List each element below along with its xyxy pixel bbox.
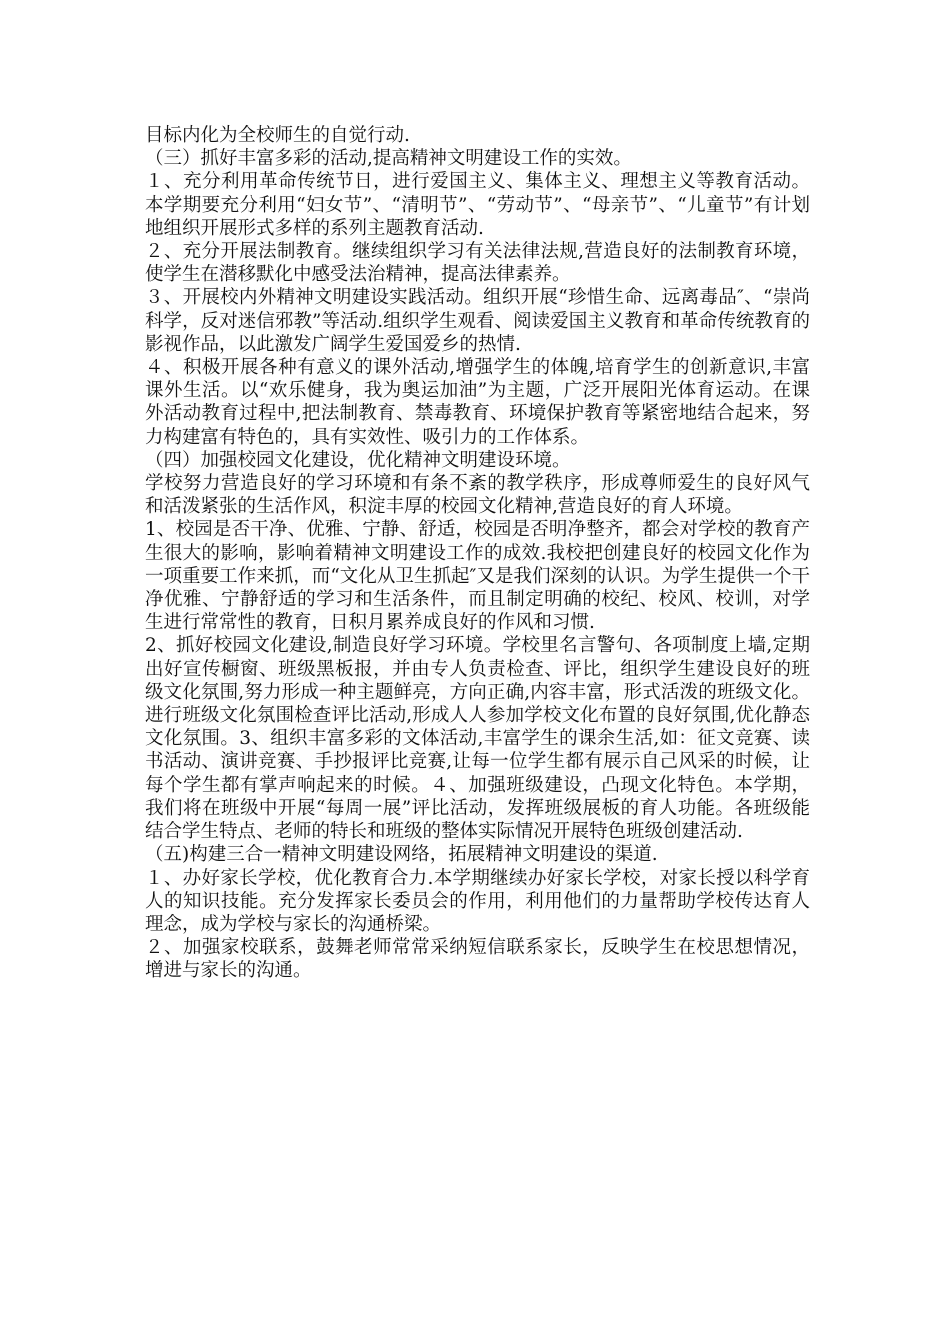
paragraph: １、充分利用革命传统节日，进行爱国主义、集体主义、理想主义等教育活动。本学期要充分利用“妇女节”、“清明节”、“劳动节”、“母亲节”、“儿童节”有计划地组织开展形式多样的系列主题教育活动. [145,171,810,239]
paragraph-continuation: 目标内化为全校师生的自觉行动. [145,125,410,146]
section-heading-3: （三）抓好丰富多彩的活动,提高精神文明建设工作的实效。 [145,148,632,170]
paragraph: ４、积极开展各种有意义的课外活动,增强学生的体魄,培育学生的创新意识,丰富课外生活。以“欢乐健身，我为奥运加油”为主题，广泛开展阳光体育运动。在课外活动教育过程中,把法制教育、禁毒教育、环境保护教育等紧密地结合起来，努力构建富有特色的，具有实效性、吸引力的工作体系。 [145,357,810,448]
paragraph: 2、抓好校园文化建设,制造良好学习环境。学校里名言警句、各项制度上墙,定期出好宣传橱窗、班级黑板报，并由专人负责检查、评比，组织学生建设良好的班级文化氛围,努力形成一种主题鲜亮，方向正确,内容丰富，形式活泼的班级文化。进行班级文化氛围检查评比活动,形成人人参加学校文化布置的良好氛围,优化静态文化氛围。3、组织丰富多彩的文体活动,丰富学生的课余生活,如：征文竞赛、读书活动、演讲竞赛、手抄报评比竞赛,让每一位学生都有展示自己风采的时候，让每个学生都有掌声响起来的时候。４、加强班级建设，凸现文化特色。本学期，我们将在班级中开展“每周一展”评比活动，发挥班级展板的育人功能。各班级能结合学生特点、老师的特长和班级的整体实际情况开展特色班级创建活动. [145,635,810,843]
section-heading-5: （五)构建三合一精神文明建设网络，拓展精神文明建设的渠道. [145,844,658,866]
section-heading-4: （四）加强校园文化建设，优化精神文明建设环境。 [145,449,571,471]
paragraph: ２、充分开展法制教育。继续组织学习有关法律法规,营造良好的法制教育环境，使学生在潜移默化中感受法治精神，提高法律素养。 [145,241,810,286]
document-body [145,124,810,983]
paragraph: １、办好家长学校，优化教育合力.本学期继续办好家长学校，对家长授以科学育人的知识技能。充分发挥家长委员会的作用，利用他们的力量帮助学校传达育人理念，成为学校与家长的沟通桥梁。 [145,867,810,935]
paragraph: 学校努力营造良好的学习环境和有条不紊的教学秩序，形成尊师爱生的良好风气和活泼紧张的生活作风，积淀丰厚的校园文化精神,营造良好的育人环境。 [145,473,810,518]
paragraph: ３、开展校内外精神文明建设实践活动。组织开展“珍惜生命、远离毒品″、“崇尚科学，反对迷信邪教”等活动.组织学生观看、阅读爱国主义教育和革命传统教育的影视作品，以此激发广阔学生爱国爱乡的热情. [145,287,810,355]
paragraph: 1、校园是否干净、优雅、宁静、舒适，校园是否明净整齐，都会对学校的教育产生很大的影响，影响着精神文明建设工作的成效.我校把创建良好的校园文化作为一项重要工作来抓，而“文化从卫生抓起″又是我们深刻的认识。为学生提供一个干净优雅、宁静舒适的学习和生活条件，而且制定明确的校纪、校风、校训，对学生进行常常性的教育，日积月累养成良好的作风和习惯. [145,519,810,634]
paragraph: ２、加强家校联系，鼓舞老师常常采纳短信联系家长，反映学生在校思想情况，增进与家长的沟通。 [145,937,810,982]
